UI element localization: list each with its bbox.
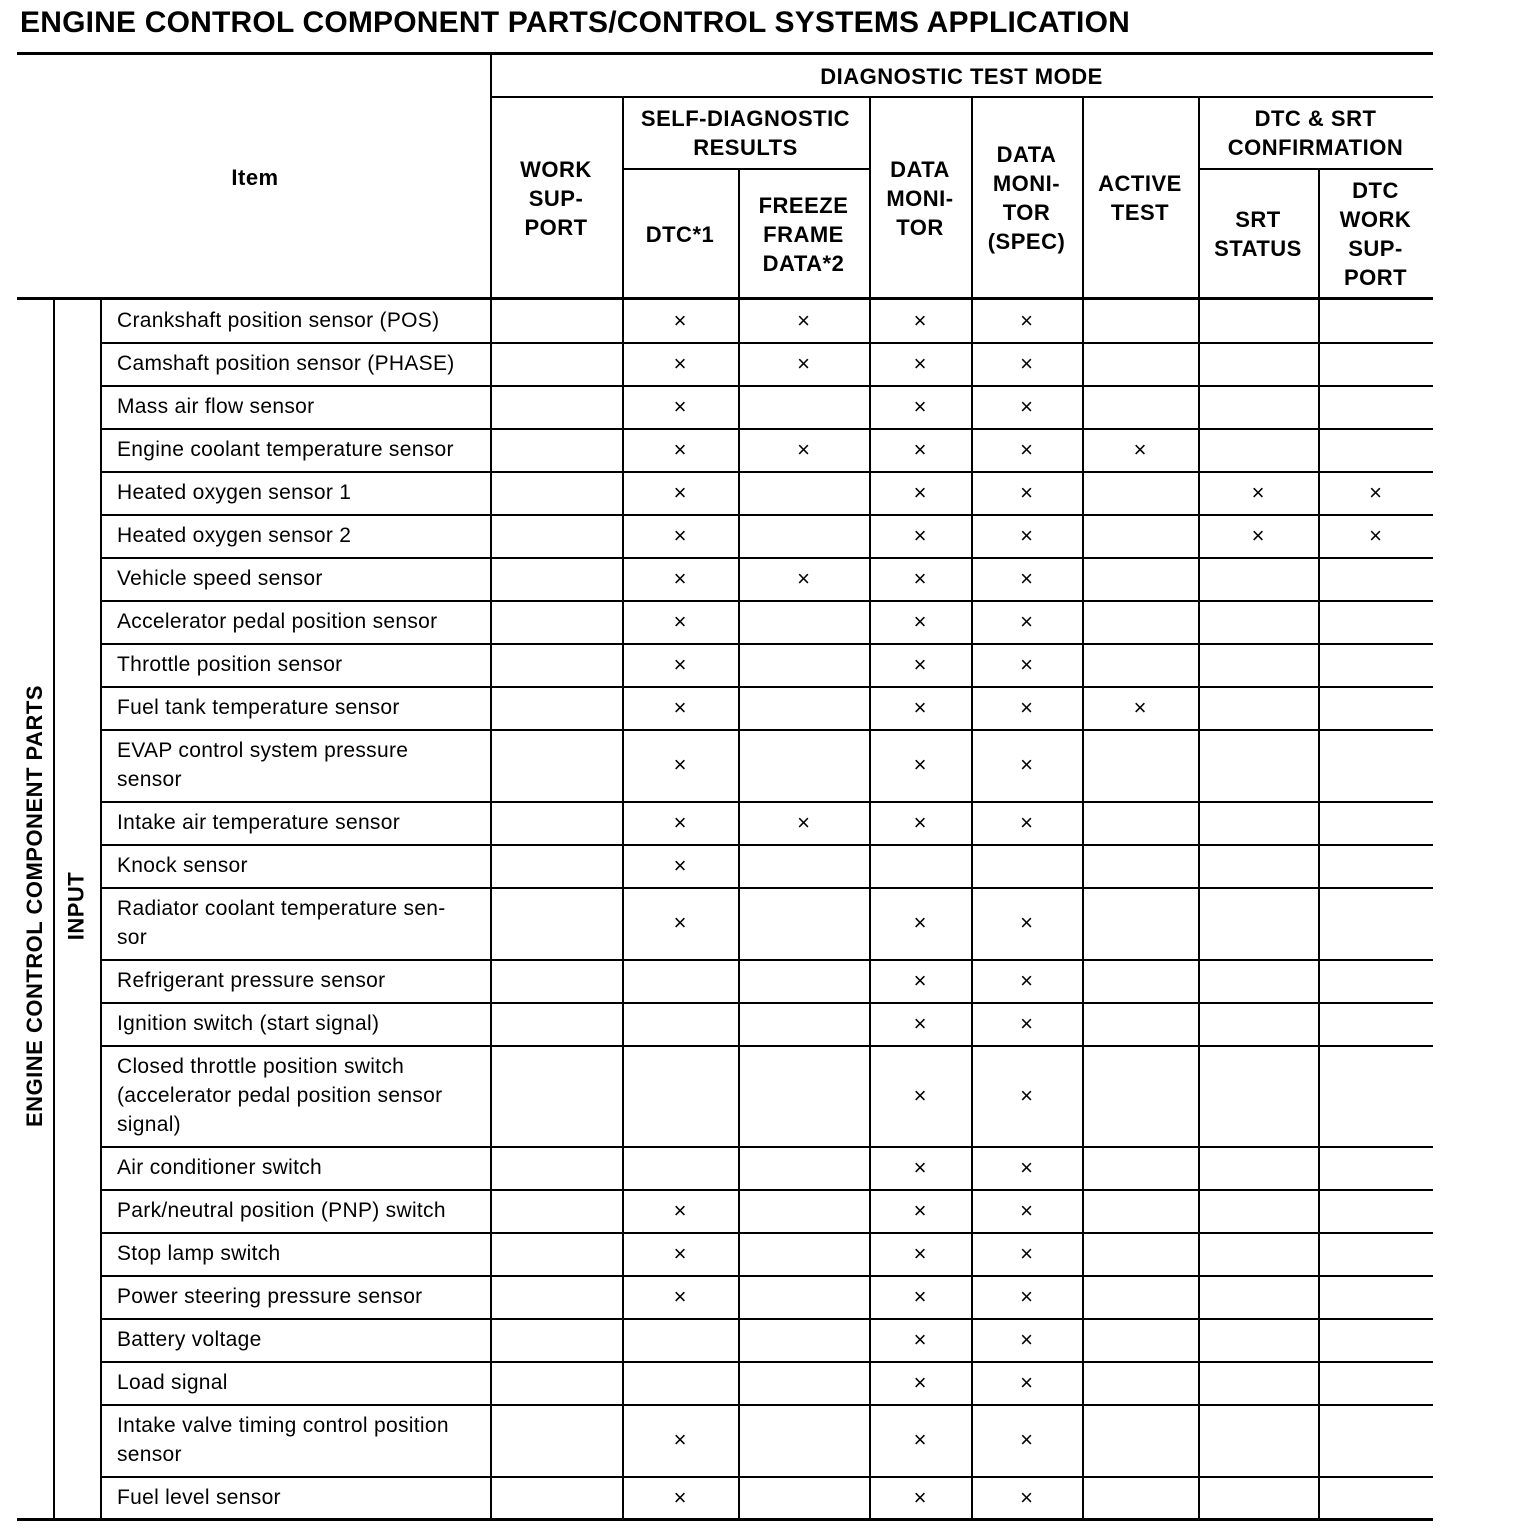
cross-mark: ×: [673, 479, 687, 505]
cross-mark: ×: [1133, 436, 1147, 462]
cross-mark: ×: [1020, 809, 1033, 835]
grid-line: [100, 1275, 1433, 1277]
cross-mark: ×: [1020, 1197, 1033, 1223]
cross-mark: ×: [1020, 651, 1033, 677]
cross-mark: ×: [1020, 1283, 1033, 1309]
cross-mark: ×: [1020, 910, 1033, 935]
grid-line: [100, 1189, 1433, 1191]
cross-mark: ×: [673, 522, 687, 548]
cross-mark: ×: [1020, 1240, 1033, 1266]
cross-mark: ×: [673, 350, 687, 376]
cross-mark: ×: [913, 651, 927, 677]
grid-line: [100, 299, 102, 1520]
header-item: Item: [231, 164, 279, 190]
cross-mark: ×: [673, 1197, 687, 1223]
grid-line: [738, 168, 740, 1520]
grid-line: [1318, 168, 1320, 1520]
grid-line: [53, 299, 55, 1520]
cross-mark: ×: [913, 1369, 927, 1395]
cross-mark: ×: [1020, 565, 1033, 591]
row-item-label: Closed throttle position switch (accelerator pedal position sensor signal): [117, 1055, 443, 1136]
cross-mark: ×: [673, 608, 687, 634]
cross-mark: ×: [673, 436, 687, 462]
cross-mark: ×: [1369, 479, 1382, 505]
grid-line: [1198, 168, 1433, 170]
cross-mark: ×: [673, 910, 687, 935]
row-item-label: Throttle position sensor: [117, 653, 343, 676]
row-item-label: Fuel tank temperature sensor: [117, 696, 400, 719]
row-item-label: EVAP control system pressure sensor: [117, 739, 409, 791]
cross-mark: ×: [673, 565, 687, 591]
cross-mark: ×: [913, 565, 927, 591]
cross-mark: ×: [1251, 479, 1265, 505]
row-item-label: Engine coolant temperature sensor: [117, 438, 454, 461]
cross-mark: ×: [913, 752, 927, 777]
header-self-diagnostic-results: SELF-DIAGNOSTIC RESULTS: [640, 106, 851, 160]
grid-line: [100, 428, 1433, 430]
cross-mark: ×: [913, 809, 927, 835]
row-item-label: Power steering pressure sensor: [117, 1285, 423, 1308]
row-item-label: Air conditioner switch: [117, 1156, 323, 1179]
cross-mark: ×: [913, 608, 927, 634]
cross-mark: ×: [913, 393, 927, 419]
cross-mark: ×: [673, 1283, 687, 1309]
cross-mark: ×: [673, 651, 687, 677]
cross-mark: ×: [1020, 1369, 1033, 1395]
grid-line: [100, 686, 1433, 688]
cross-mark: ×: [1020, 1484, 1033, 1510]
row-item-label: Crankshaft position sensor (POS): [117, 309, 440, 332]
cross-mark: ×: [673, 1484, 687, 1510]
row-item-label: Load signal: [117, 1371, 228, 1394]
cross-mark: ×: [913, 1010, 927, 1036]
cross-mark: ×: [1020, 522, 1033, 548]
cross-mark: ×: [913, 1326, 927, 1352]
row-item-label: Fuel level sensor: [117, 1486, 281, 1509]
row-item-label: Heated oxygen sensor 1: [117, 481, 352, 504]
header-active-test: ACTIVE TEST: [1098, 171, 1182, 225]
grid-line: [100, 1146, 1433, 1148]
cross-mark: ×: [913, 1484, 927, 1510]
grid-line: [17, 52, 1433, 55]
grid-line: [622, 168, 869, 170]
cross-mark: ×: [1020, 393, 1033, 419]
grid-line: [100, 959, 1433, 961]
grid-line: [100, 600, 1433, 602]
cross-mark: ×: [1020, 1326, 1033, 1352]
header-dtc: DTC*1: [645, 221, 715, 247]
cross-mark: ×: [797, 350, 810, 376]
cross-mark: ×: [673, 694, 687, 720]
header-dtc-work-support: DTC WORK SUP- PORT: [1339, 178, 1412, 290]
cross-mark: ×: [913, 436, 927, 462]
cross-mark: ×: [913, 1283, 927, 1309]
header-srt-status: SRT STATUS: [1214, 207, 1302, 261]
row-item-label: Vehicle speed sensor: [117, 567, 323, 590]
cross-mark: ×: [913, 1082, 927, 1108]
cross-mark: ×: [913, 1154, 927, 1180]
page-title: ENGINE CONTROL COMPONENT PARTS/CONTROL SYSTEMS APPLICATION: [20, 6, 1130, 39]
cross-mark: ×: [913, 694, 927, 720]
grid-line: [100, 1002, 1433, 1004]
cross-mark: ×: [797, 809, 810, 835]
grid-line: [100, 887, 1433, 889]
cross-mark: ×: [673, 809, 687, 835]
cross-mark: ×: [913, 1427, 927, 1452]
row-item-label: Mass air flow sensor: [117, 395, 315, 418]
grid-line: [100, 643, 1433, 645]
cross-mark: ×: [1251, 522, 1265, 548]
cross-mark: ×: [913, 967, 927, 993]
grid-line: [490, 96, 1433, 98]
header-diagnostic-test-mode: DIAGNOSTIC TEST MODE: [820, 63, 1103, 89]
cross-mark: ×: [1020, 694, 1033, 720]
grid-line: [100, 1232, 1433, 1234]
grid-line: [100, 557, 1433, 559]
grid-line: [100, 1045, 1433, 1047]
cross-mark: ×: [673, 393, 687, 419]
row-item-label: Accelerator pedal position sensor: [117, 610, 438, 633]
cross-mark: ×: [1020, 436, 1033, 462]
cross-mark: ×: [1020, 967, 1033, 993]
row-item-label: Heated oxygen sensor 2: [117, 524, 352, 547]
cross-mark: ×: [913, 350, 927, 376]
row-item-label: Stop lamp switch: [117, 1242, 281, 1265]
grid-line: [100, 801, 1433, 803]
cross-mark: ×: [1020, 608, 1033, 634]
cross-mark: ×: [673, 852, 687, 878]
cross-mark: ×: [797, 436, 810, 462]
grid-line: [100, 1361, 1433, 1363]
row-item-label: Ignition switch (start signal): [117, 1012, 380, 1035]
grid-line: [100, 342, 1433, 344]
header-data-monitor-spec: DATA MONI- TOR (SPEC): [987, 142, 1066, 254]
subgroup-label: INPUT: [62, 871, 88, 941]
grid-line: [1198, 96, 1200, 1520]
cross-mark: ×: [673, 307, 687, 333]
group-label: ENGINE CONTROL COMPONENT PARTS: [21, 685, 47, 1127]
grid-line: [869, 96, 871, 1520]
cross-mark: ×: [1020, 1082, 1033, 1108]
grid-line: [17, 1518, 1433, 1521]
grid-line: [622, 96, 624, 1520]
cross-mark: ×: [1020, 1154, 1033, 1180]
header-data-monitor: DATA MONI- TOR: [886, 156, 954, 240]
row-item-label: Refrigerant pressure sensor: [117, 969, 386, 992]
cross-mark: ×: [1020, 350, 1033, 376]
cross-mark: ×: [1369, 522, 1382, 548]
header-work-support: WORK SUP- PORT: [520, 156, 592, 240]
cross-mark: ×: [1133, 694, 1147, 720]
grid-line: [100, 1404, 1433, 1406]
cross-mark: ×: [797, 307, 810, 333]
row-item-label: Intake valve timing control position sensor: [117, 1414, 449, 1466]
cross-mark: ×: [673, 1427, 687, 1452]
grid-line: [100, 1476, 1433, 1478]
grid-line: [100, 729, 1433, 731]
cross-mark: ×: [913, 1197, 927, 1223]
cross-mark: ×: [1020, 1427, 1033, 1452]
row-item-label: Battery voltage: [117, 1328, 262, 1351]
grid-line: [100, 471, 1433, 473]
grid-line: [17, 297, 1433, 300]
row-item-label: Camshaft position sensor (PHASE): [117, 352, 455, 375]
grid-line: [1082, 96, 1084, 1520]
header-freeze-frame: FREEZE FRAME DATA*2: [758, 192, 849, 276]
cross-mark: ×: [913, 307, 927, 333]
header-dtc-srt-confirmation: DTC & SRT CONFIRMATION: [1227, 106, 1404, 160]
row-item-label: Park/neutral position (PNP) switch: [117, 1199, 446, 1222]
cross-mark: ×: [673, 1240, 687, 1266]
cross-mark: ×: [1020, 479, 1033, 505]
grid-line: [100, 1318, 1433, 1320]
cross-mark: ×: [1020, 307, 1033, 333]
row-item-label: Radiator coolant temperature sen- sor: [117, 897, 446, 949]
grid-line: [490, 52, 492, 1520]
cross-mark: ×: [1020, 752, 1033, 777]
cross-mark: ×: [913, 1240, 927, 1266]
cross-mark: ×: [1020, 1010, 1033, 1036]
grid-line: [971, 96, 973, 1520]
grid-line: [100, 514, 1433, 516]
row-item-label: Knock sensor: [117, 854, 248, 877]
cross-mark: ×: [913, 910, 927, 935]
grid-line: [100, 844, 1433, 846]
grid-line: [100, 385, 1433, 387]
cross-mark: ×: [797, 565, 810, 591]
cross-mark: ×: [673, 752, 687, 777]
row-item-label: Intake air temperature sensor: [117, 811, 401, 834]
cross-mark: ×: [913, 479, 927, 505]
cross-mark: ×: [913, 522, 927, 548]
